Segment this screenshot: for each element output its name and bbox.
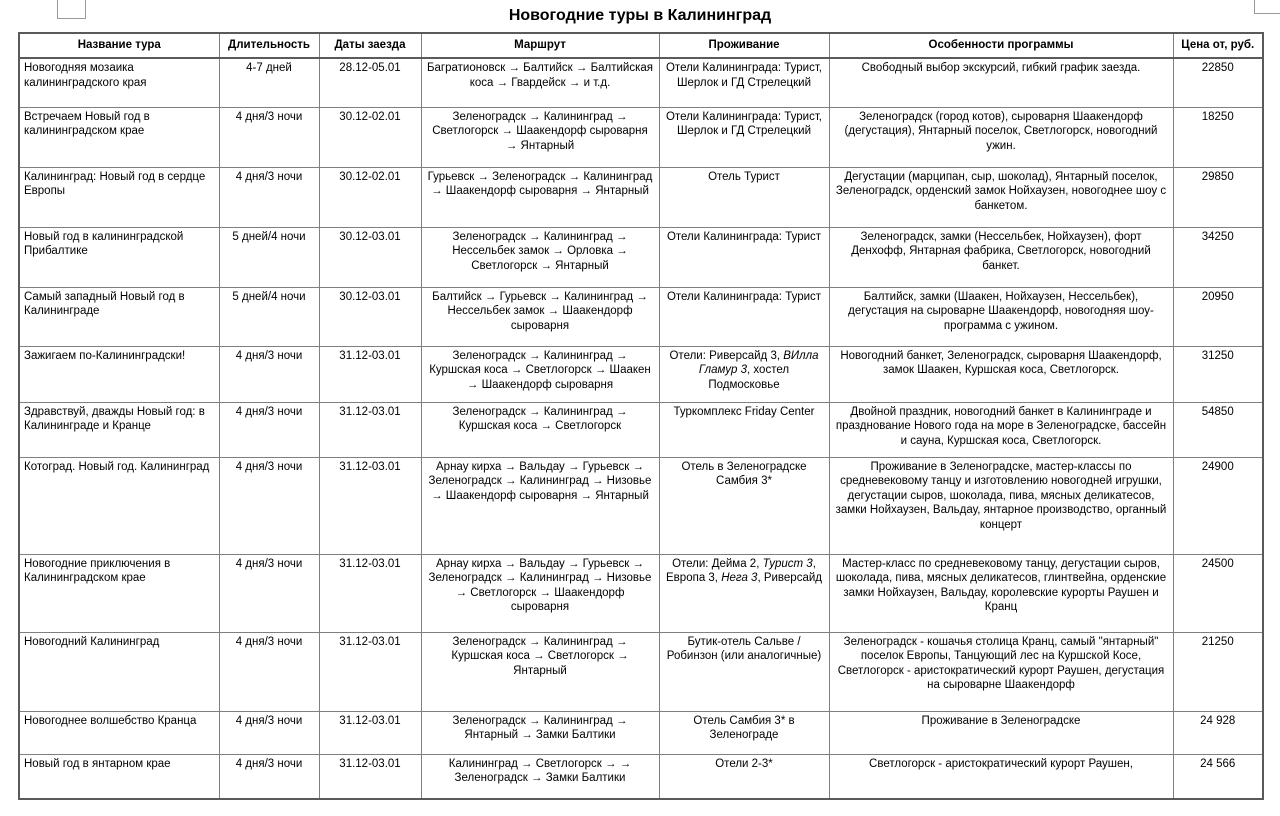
- stay-cell: Бутик-отель Сальве / Робинзон (или аналогичные): [659, 632, 829, 711]
- route-cell: Балтийск → Гурьевск → Калининград → Нессельбек замок → Шаакендорф сыроварня: [421, 287, 659, 346]
- dates-cell: 30.12-02.01: [319, 107, 421, 167]
- stay-cell: Отели Калининграда: Турист, Шерлок и ГД Стрелецкий: [659, 58, 829, 107]
- stay-text: , Риверсайд: [757, 572, 822, 585]
- corner-mark-left: [57, 0, 86, 19]
- table-row: [19, 107, 1263, 167]
- dates-cell: 30.12-02.01: [319, 167, 421, 227]
- tour-name-cell: Новогодняя мозаика калининградского края: [19, 58, 219, 107]
- features-cell: Проживание в Зеленоградске: [829, 711, 1173, 754]
- stay-text: , хостел Подмосковье: [708, 364, 790, 391]
- column-header-duration: Длительность: [219, 33, 319, 58]
- stay-text-italic: Нега 3: [721, 572, 758, 585]
- route-cell: Зеленоградск → Калининград → Нессельбек замок → Орловка → Светлогорск → Янтарный: [421, 227, 659, 287]
- duration-cell: 4-7 дней: [219, 58, 319, 107]
- route-cell: Зеленоградск → Калининград → Куршская коса → Светлогорск → Шаакен → Шаакендорф сыроварня: [421, 346, 659, 402]
- tours-table: [18, 32, 1264, 800]
- dates-cell: 30.12-03.01: [319, 227, 421, 287]
- route-cell: Багратионовск → Балтийск → Балтийская коса → Гвардейск → и т.д.: [421, 58, 659, 107]
- stay-text: Отели: Риверсайд 3,: [669, 349, 784, 362]
- stay-cell: Отели Калининграда: Турист, Шерлок и ГД Стрелецкий: [659, 107, 829, 167]
- table-row: [19, 632, 1263, 711]
- duration-cell: 5 дней/4 ночи: [219, 287, 319, 346]
- price-cell: 24 566: [1173, 754, 1263, 799]
- price-cell: 29850: [1173, 167, 1263, 227]
- route-cell: Калининград → Светлогорск → → Зеленоградск → Замки Балтики: [421, 754, 659, 799]
- tour-name-cell: Калининград: Новый год в сердце Европы: [19, 167, 219, 227]
- duration-cell: 4 дня/3 ночи: [219, 107, 319, 167]
- route-cell: Гурьевск → Зеленоградск → Калининград → Шаакендорф сыроварня → Янтарный: [421, 167, 659, 227]
- features-cell: Дегустации (марципан, сыр, шоколад), Янтарный поселок, Зеленоградск, орденский замок Нойхаузен, новогоднее шоу с банкетом.: [829, 167, 1173, 227]
- duration-cell: 4 дня/3 ночи: [219, 402, 319, 457]
- table-row: [19, 58, 1263, 107]
- tour-name-cell: Новый год в янтарном крае: [19, 754, 219, 799]
- route-cell: Зеленоградск → Калининград → Куршская коса → Светлогорск: [421, 402, 659, 457]
- tour-name-cell: Зажигаем по-Калининградски!: [19, 346, 219, 402]
- duration-cell: 4 дня/3 ночи: [219, 711, 319, 754]
- dates-cell: 31.12-03.01: [319, 754, 421, 799]
- dates-cell: 31.12-03.01: [319, 632, 421, 711]
- dates-cell: 31.12-03.01: [319, 346, 421, 402]
- stay-cell: Отели 2-3*: [659, 754, 829, 799]
- tour-name-cell: Самый западный Новый год в Калининграде: [19, 287, 219, 346]
- features-cell: Двойной праздник, новогодний банкет в Калининграде и празднование Нового года на море в Зеленоградске, бассейн и сауна, Куршская коса, Светлогорск.: [829, 402, 1173, 457]
- price-cell: 21250: [1173, 632, 1263, 711]
- duration-cell: 5 дней/4 ночи: [219, 227, 319, 287]
- tour-name-cell: Котоград. Новый год. Калининград: [19, 457, 219, 554]
- stay-cell: [659, 554, 829, 632]
- stay-text: , Европа 3,: [666, 557, 816, 585]
- table-body: [19, 58, 1263, 799]
- dates-cell: 30.12-03.01: [319, 287, 421, 346]
- header-row: [19, 33, 1263, 58]
- tour-name-cell: Новый год в калининградской Прибалтике: [19, 227, 219, 287]
- stay-cell: [659, 346, 829, 402]
- tour-name-cell: Новогоднее волшебство Кранца: [19, 711, 219, 754]
- column-header-features: Особенности программы: [829, 33, 1173, 58]
- dates-cell: 31.12-03.01: [319, 554, 421, 632]
- table-row: [19, 554, 1263, 632]
- table-row: [19, 402, 1263, 457]
- duration-cell: 4 дня/3 ночи: [219, 346, 319, 402]
- stay-cell: Отели Калининграда: Турист: [659, 227, 829, 287]
- dates-cell: 28.12-05.01: [319, 58, 421, 107]
- price-cell: 24 928: [1173, 711, 1263, 754]
- features-cell: Балтийск, замки (Шаакен, Нойхаузен, Нессельбек), дегустация на сыроварне Шаакендорф, новогодняя шоу-программа с ужином.: [829, 287, 1173, 346]
- price-cell: 20950: [1173, 287, 1263, 346]
- table-row: [19, 227, 1263, 287]
- features-cell: Светлогорск - аристократический курорт Раушен,: [829, 754, 1173, 799]
- route-cell: Зеленоградск → Калининград → Куршская коса → Светлогорск → Янтарный: [421, 632, 659, 711]
- price-cell: 18250: [1173, 107, 1263, 167]
- duration-cell: 4 дня/3 ночи: [219, 554, 319, 632]
- route-cell: Зеленоградск → Калининград → Светлогорск → Шаакендорф сыроварня → Янтарный: [421, 107, 659, 167]
- route-cell: Зеленоградск → Калининград → Янтарный → Замки Балтики: [421, 711, 659, 754]
- stay-cell: Отель в Зеленоградске Самбия 3*: [659, 457, 829, 554]
- price-cell: 22850: [1173, 58, 1263, 107]
- price-cell: 24500: [1173, 554, 1263, 632]
- column-header-dates: Даты заезда: [319, 33, 421, 58]
- features-cell: Мастер-класс по средневековому танцу, дегустации сыров, шоколада, пива, мясных деликатесов, глинтвейна, орденские замки Нойхаузен, Вальдау, королевские курорты Раушен и Кранц: [829, 554, 1173, 632]
- table-row: [19, 754, 1263, 799]
- stay-text-italic: Турист 3: [762, 557, 813, 570]
- price-cell: 24900: [1173, 457, 1263, 554]
- dates-cell: 31.12-03.01: [319, 711, 421, 754]
- duration-cell: 4 дня/3 ночи: [219, 754, 319, 799]
- features-cell: Зеленоградск (город котов), сыроварня Шаакендорф (дегустация), Янтарный поселок, Светлогорск, новогодний ужин.: [829, 107, 1173, 167]
- table-row: [19, 711, 1263, 754]
- stay-text-italic: ВИлла Гламур 3: [698, 349, 819, 377]
- dates-cell: 31.12-03.01: [319, 457, 421, 554]
- table-row: [19, 167, 1263, 227]
- page-title: Новогодние туры в Калининград: [508, 7, 772, 24]
- route-cell: Арнау кирха → Вальдау → Гурьевск → Зеленоградск → Калининград → Низовье → Шаакендорф сыроварня → Янтарный: [421, 457, 659, 554]
- table-header: [19, 33, 1263, 58]
- price-cell: 31250: [1173, 346, 1263, 402]
- table-row: [19, 287, 1263, 346]
- column-header-stay: Проживание: [659, 33, 829, 58]
- features-cell: Новогодний банкет, Зеленоградск, сыроварня Шаакендорф, замок Шаакен, Куршская коса, Светлогорск.: [829, 346, 1173, 402]
- price-cell: 54850: [1173, 402, 1263, 457]
- tour-name-cell: Встречаем Новый год в калининградском крае: [19, 107, 219, 167]
- table-row: [19, 457, 1263, 554]
- duration-cell: 4 дня/3 ночи: [219, 632, 319, 711]
- stay-cell: Отель Самбия 3* в Зеленограде: [659, 711, 829, 754]
- stay-cell: Туркомплекс Friday Center: [659, 402, 829, 457]
- features-cell: Зеленоградск - кошачья столица Кранц, самый "янтарный" поселок Европы, Танцующий лес на Куршской Косе, Светлогорск - аристократический курорт Раушен, дегустация на сыроварне Шаакендорф: [829, 632, 1173, 711]
- stay-cell: Отель Турист: [659, 167, 829, 227]
- dates-cell: 31.12-03.01: [319, 402, 421, 457]
- tour-name-cell: Здравствуй, дважды Новый год: в Калининграде и Кранце: [19, 402, 219, 457]
- tour-name-cell: Новогодний Калининград: [19, 632, 219, 711]
- tour-name-cell: Новогодние приключения в Калининградском крае: [19, 554, 219, 632]
- features-cell: Проживание в Зеленоградске, мастер-классы по средневековому танцу и изготовлению новогодней игрушки, дегустации сыров, шоколада, пива, мясных деликатесов, замки Нойхаузен, Вальдау, янтарное производство, органный концерт: [829, 457, 1173, 554]
- duration-cell: 4 дня/3 ночи: [219, 167, 319, 227]
- stay-text: Отели: Дейма 2,: [672, 557, 763, 570]
- corner-mark-right: [1254, 0, 1280, 14]
- duration-cell: 4 дня/3 ночи: [219, 457, 319, 554]
- table-row: [19, 346, 1263, 402]
- column-header-price: Цена от, руб.: [1173, 33, 1263, 58]
- features-cell: Свободный выбор экскурсий, гибкий график заезда.: [829, 58, 1173, 107]
- column-header-name: Название тура: [19, 33, 219, 58]
- route-cell: Арнау кирха → Вальдау → Гурьевск → Зеленоградск → Калининград → Низовье → Светлогорск → Шаакендорф сыроварня: [421, 554, 659, 632]
- column-header-route: Маршрут: [421, 33, 659, 58]
- price-cell: 34250: [1173, 227, 1263, 287]
- stay-cell: Отели Калининграда: Турист: [659, 287, 829, 346]
- features-cell: Зеленоградск, замки (Нессельбек, Нойхаузен), форт Денхофф, Янтарная фабрика, Светлогорск, новогодний банкет.: [829, 227, 1173, 287]
